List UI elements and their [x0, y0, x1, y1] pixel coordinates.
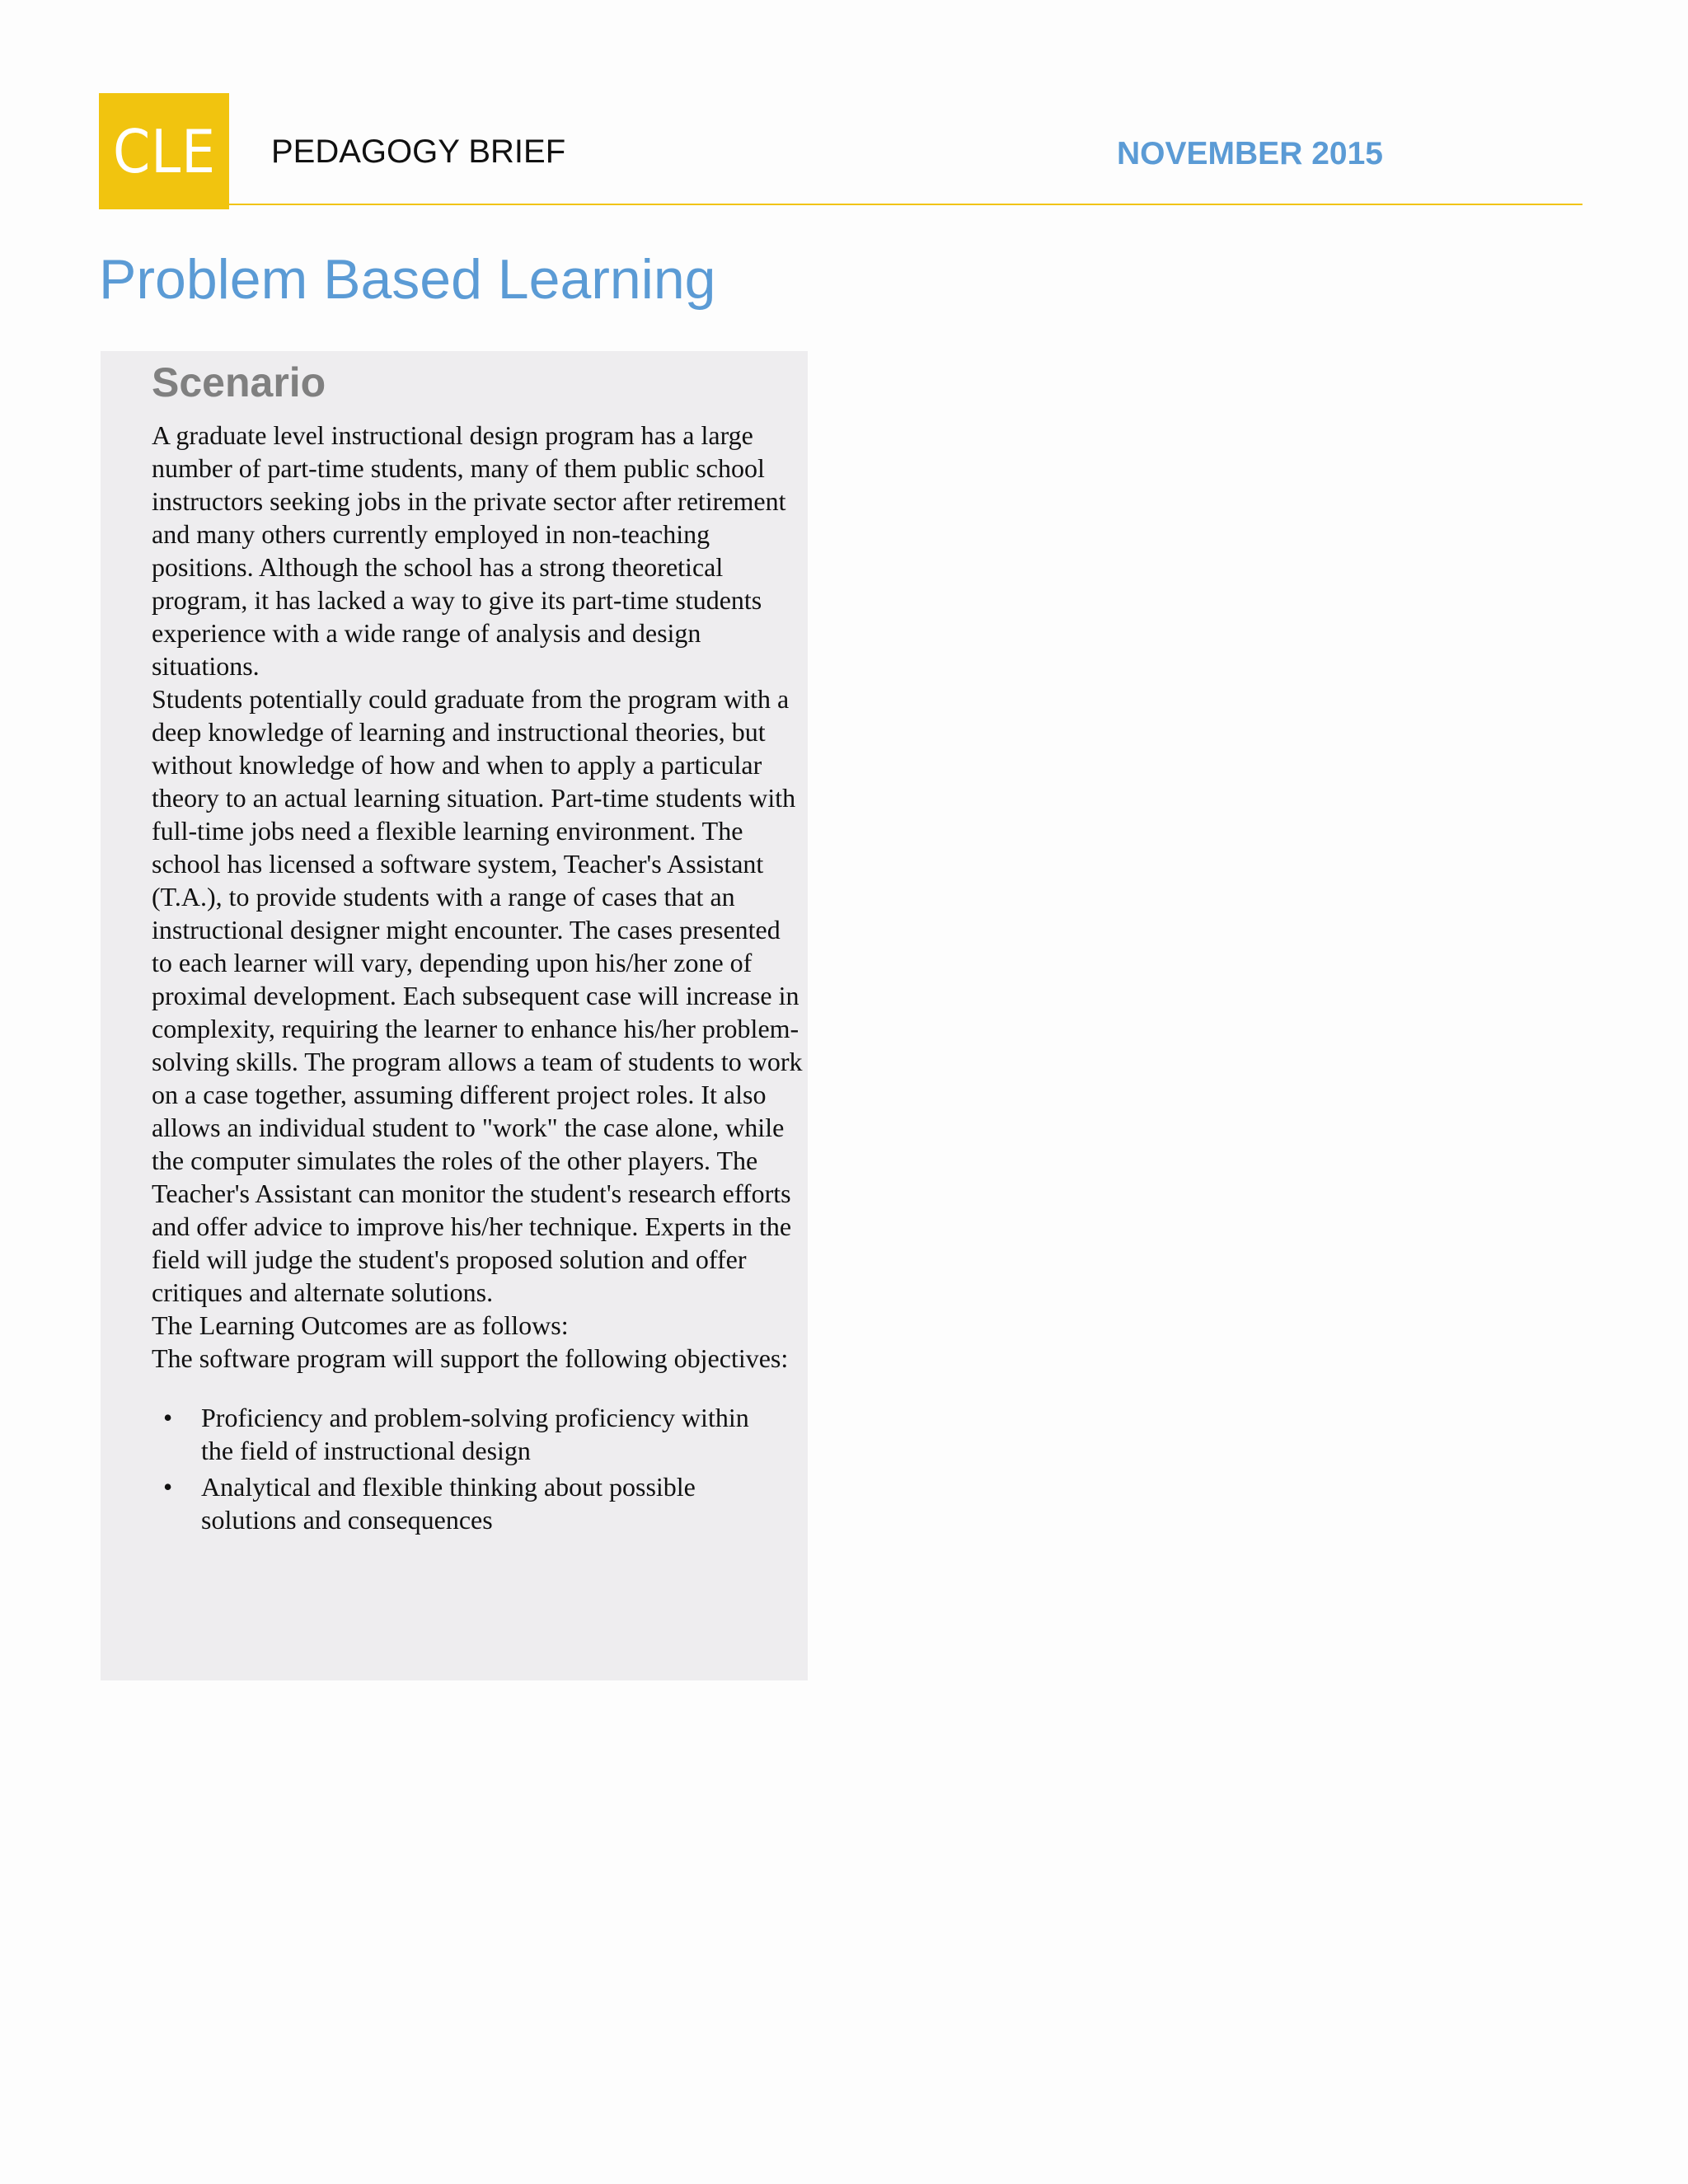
brief-label: PEDAGOGY BRIEF: [271, 134, 566, 170]
scenario-paragraph: The Learning Outcomes are as follows:: [152, 1310, 569, 1340]
scenario-paragraph: Students potentially could graduate from the program with a deep knowledge of learning and instructional theories, but without knowledge of how and when to apply a particular theory to an actual learning situation. Part-time students with full-time jobs need a flexible learning environment. The school has licensed a software system, Teacher's Assistant (T.A.), to provide students with a range of cases that an instructional designer might encounter. The cases presented to each learner will vary, depending upon his/her zone of proximal development. Each subsequent case will increase in complexity, requiring the learner to enhance his/her problem-solving skills. The program allows a team of students to work on a case together, assuming different project roles. It also allows an individual student to "work" the case alone, while the computer simulates the roles of the other players. The Teacher's Assistant can monitor the student's research efforts and offer advice to improve his/her technique. Experts in the field will judge the student's proposed solution and offer critiques and alternate solutions.: [152, 683, 803, 1307]
objective-text: Analytical and flexible thinking about possible solutions and consequences: [201, 1471, 696, 1535]
bullet-icon: •: [163, 1471, 173, 1502]
header-divider: [229, 204, 1582, 205]
list-item: [152, 1401, 762, 1467]
scenario-paragraph: A graduate level instructional design program has a large number of part-time students, many of them public school instructors seeking jobs in the private sector after retirement and many others currently employed in non-teaching positions. Although the school has a strong theoretical program, it has lacked a way to give its part-time students experience with a wide range of analysis and design situations.: [152, 419, 786, 681]
scenario-paragraph: The software program will support the following objectives:: [152, 1343, 789, 1373]
scenario-sidebar: [101, 351, 808, 1680]
objectives-list: [152, 1401, 762, 1536]
header-date: NOVEMBER 2015: [1117, 136, 1383, 171]
cle-logo-text: CLE: [112, 116, 216, 186]
cle-logo: [99, 93, 229, 209]
scenario-heading: Scenario: [152, 359, 326, 405]
page-title: Problem Based Learning: [99, 248, 716, 311]
scenario-body: [152, 419, 803, 1375]
list-item: [152, 1470, 762, 1536]
objective-text: Proficiency and problem-solving proficiency within the field of instructional design: [201, 1402, 749, 1465]
bullet-icon: •: [163, 1402, 173, 1432]
